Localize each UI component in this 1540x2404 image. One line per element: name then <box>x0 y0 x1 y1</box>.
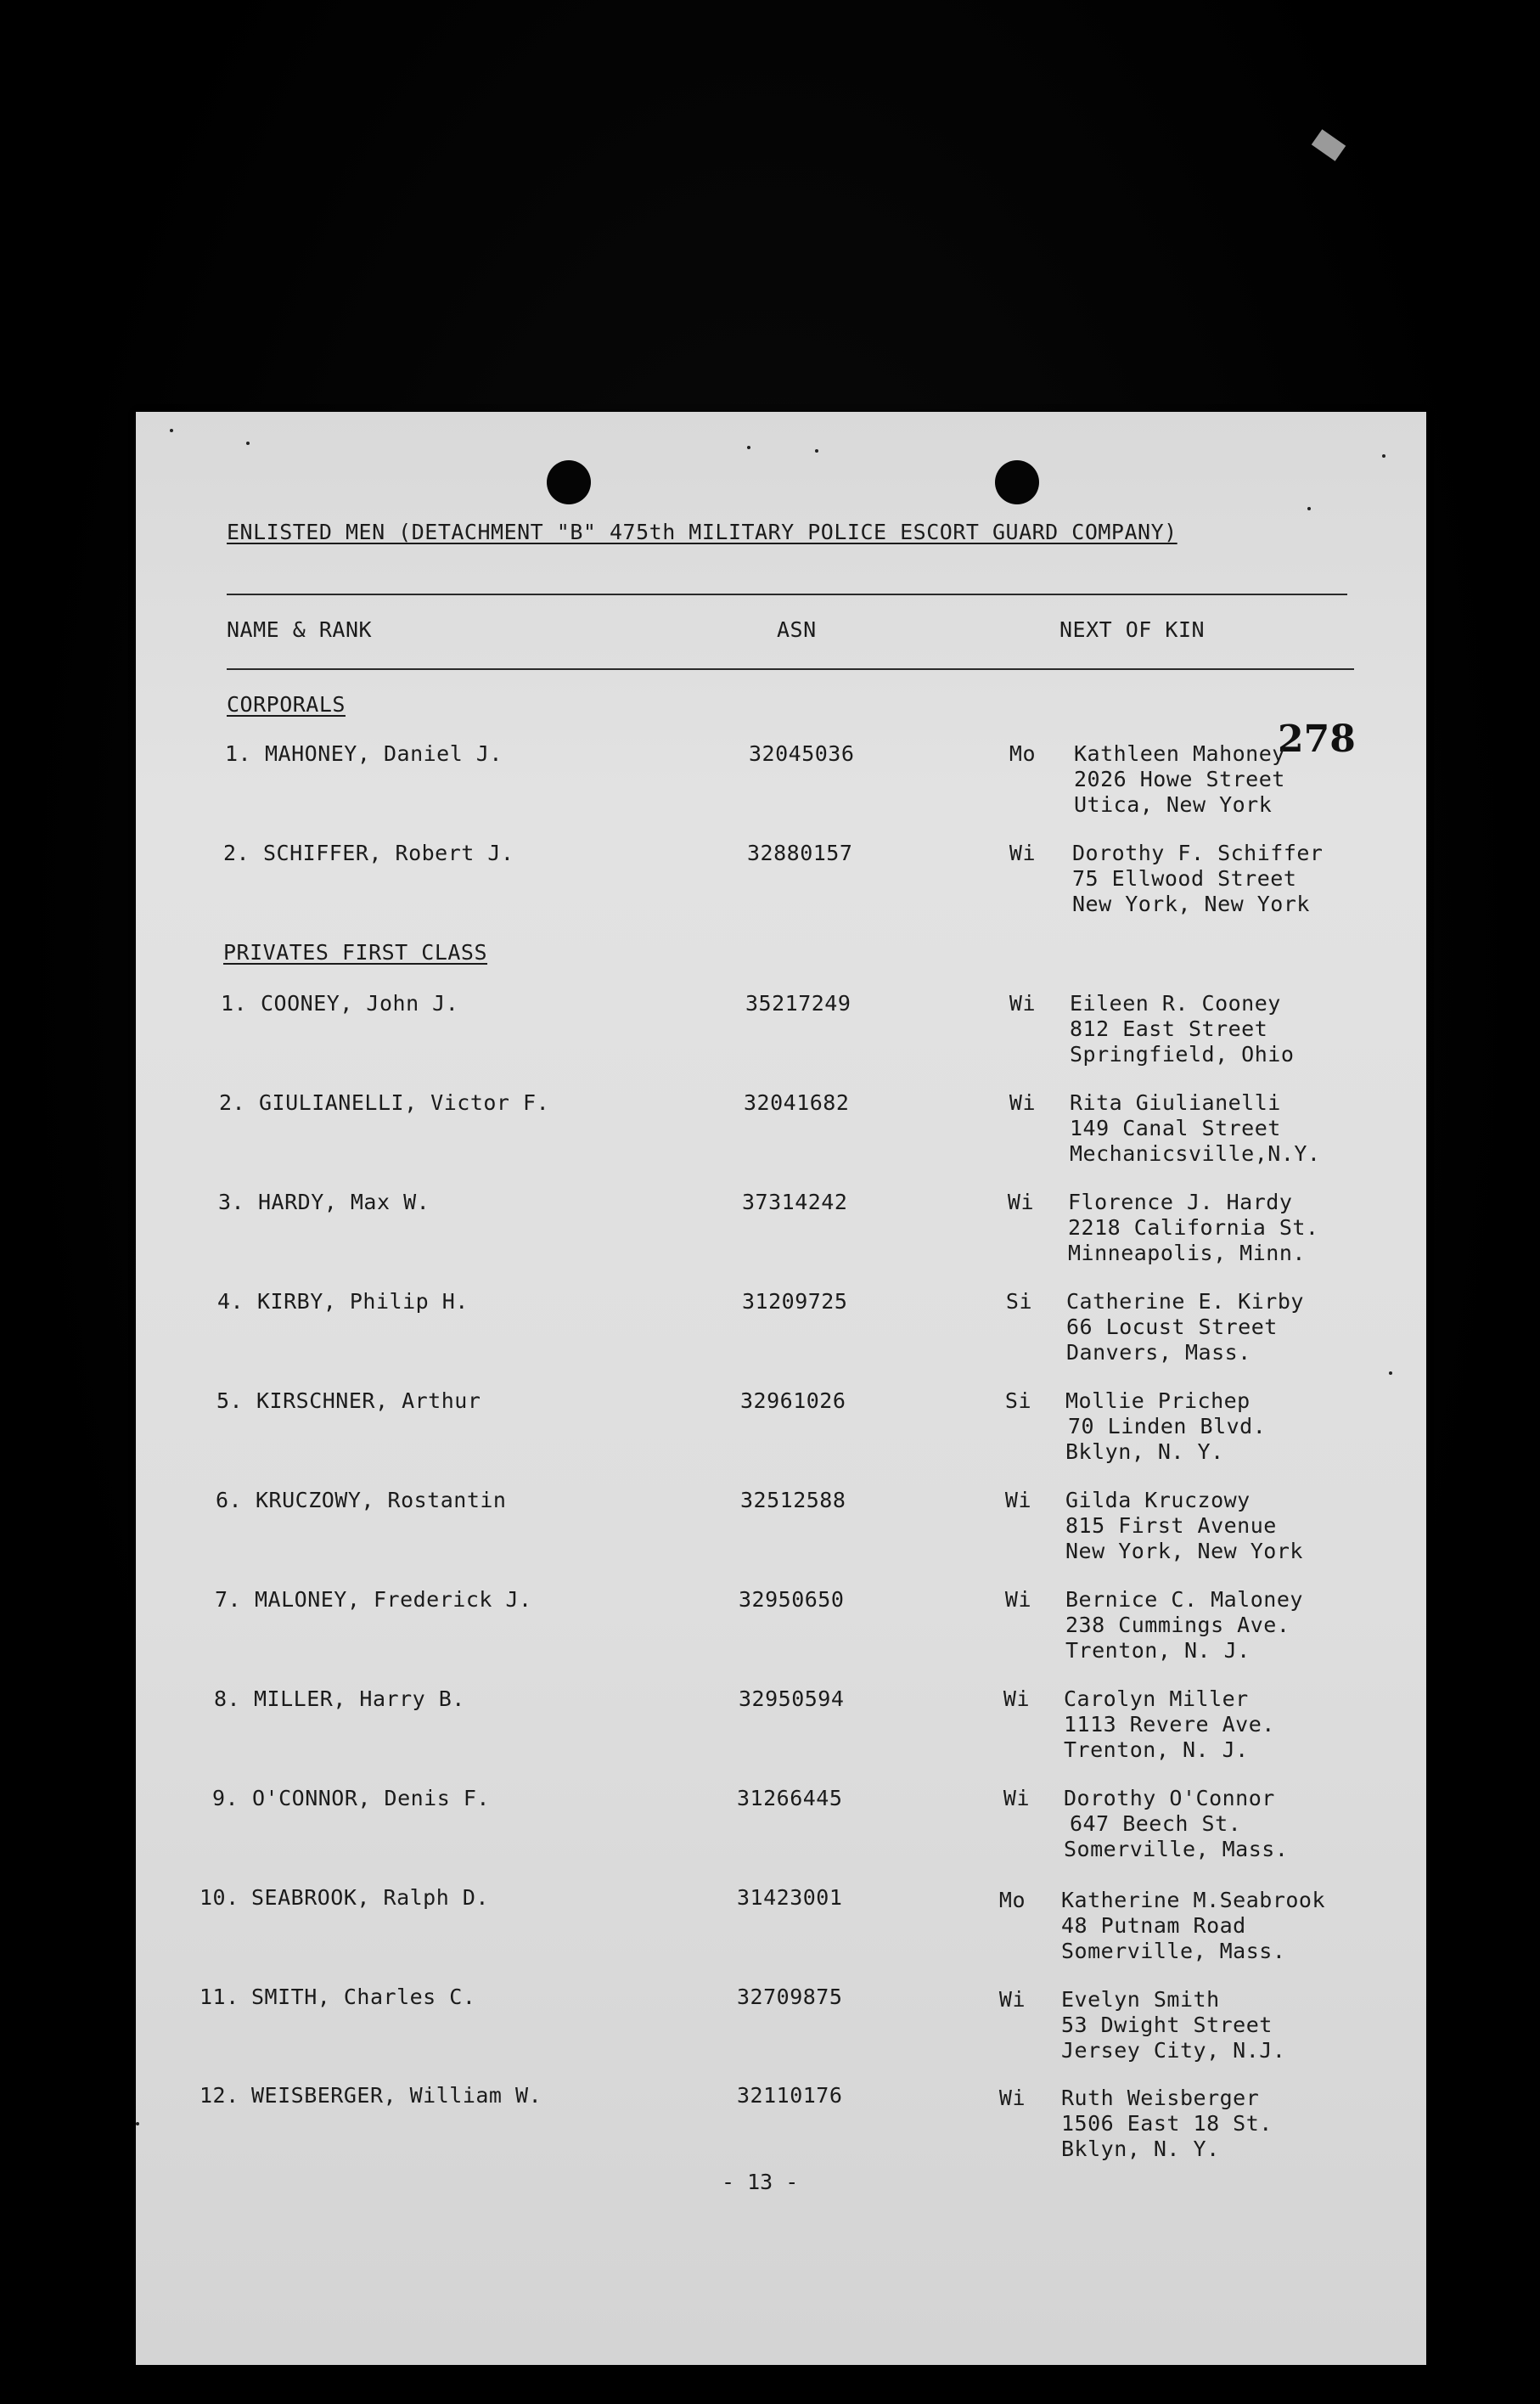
kin-city: New York, New York <box>1065 1539 1303 1563</box>
entry-asn: 31209725 <box>742 1289 848 1314</box>
entry-asn: 32880157 <box>747 841 853 865</box>
kin-city: Minneapolis, Minn. <box>1068 1241 1306 1265</box>
kin-street: 75 Ellwood Street <box>1072 866 1297 891</box>
entry-number: 11. <box>200 1985 239 2009</box>
entry-name: SEABROOK, Ralph D. <box>251 1885 489 1910</box>
entry-relationship: Si <box>1005 1289 1032 1314</box>
dust-speck <box>1307 507 1311 510</box>
kin-street: 48 Putnam Road <box>1061 1913 1246 1938</box>
kin-name: Gilda Kruczowy <box>1065 1488 1251 1512</box>
entry-asn: 32961026 <box>740 1388 846 1413</box>
header-rule-bottom <box>227 668 1354 670</box>
entry-number: 1. <box>221 991 248 1016</box>
entry-name: COONEY, John J. <box>261 991 459 1016</box>
entry-name: SMITH, Charles C. <box>251 1985 476 2009</box>
dust-speck <box>747 446 750 449</box>
entry-asn: 35217249 <box>745 991 851 1016</box>
kin-name: Evelyn Smith <box>1061 1987 1220 2012</box>
entry-number: 8. <box>214 1686 241 1711</box>
dust-speck <box>170 429 173 432</box>
kin-city: Somerville, Mass. <box>1064 1837 1289 1861</box>
entry-relationship: Wi <box>1004 1587 1031 1612</box>
kin-city: Utica, New York <box>1074 792 1273 817</box>
entry-asn: 32512588 <box>740 1488 846 1512</box>
column-header-asn: ASN <box>777 617 817 642</box>
entry-number: 2. <box>219 1090 246 1115</box>
entry-relationship: Wi <box>1003 1686 1030 1711</box>
kin-name: Eileen R. Cooney <box>1070 991 1281 1016</box>
entry-name: MALONEY, Frederick J. <box>255 1587 532 1612</box>
entry-asn: 31423001 <box>737 1885 843 1910</box>
dust-speck <box>815 449 818 453</box>
entry-relationship: Wi <box>1009 991 1036 1016</box>
entry-number: 12. <box>200 2083 239 2108</box>
dust-speck <box>1382 454 1385 458</box>
entry-name: GIULIANELLI, Victor F. <box>259 1090 550 1115</box>
entry-relationship: Mo <box>998 1888 1026 1912</box>
kin-city: Danvers, Mass. <box>1066 1340 1251 1365</box>
kin-name: Bernice C. Maloney <box>1065 1587 1303 1612</box>
kin-name: Dorothy F. Schiffer <box>1072 841 1324 865</box>
entry-number: 1. <box>225 741 252 766</box>
entry-number: 9. <box>212 1786 239 1810</box>
kin-street: 2218 California St. <box>1068 1215 1319 1240</box>
kin-street: 238 Cummings Ave. <box>1065 1613 1290 1637</box>
kin-name: Katherine M.Seabrook <box>1061 1888 1326 1912</box>
entry-name: KIRBY, Philip H. <box>257 1289 469 1314</box>
entry-relationship: Si <box>1004 1388 1031 1413</box>
entry-name: HARDY, Max W. <box>258 1190 430 1214</box>
entry-asn: 32709875 <box>737 1985 843 2009</box>
kin-name: Catherine E. Kirby <box>1066 1289 1304 1314</box>
entry-asn: 32041682 <box>744 1090 850 1115</box>
entry-name: MAHONEY, Daniel J. <box>265 741 503 766</box>
entry-number: 10. <box>200 1885 239 1910</box>
kin-street: 647 Beech St. <box>1070 1811 1242 1836</box>
kin-street: 70 Linden Blvd. <box>1068 1414 1267 1438</box>
kin-street: 66 Locust Street <box>1066 1315 1278 1339</box>
kin-name: Florence J. Hardy <box>1068 1190 1293 1214</box>
entry-asn: 32950650 <box>739 1587 845 1612</box>
entry-relationship: Wi <box>998 1987 1026 2012</box>
entry-relationship: Wi <box>1009 841 1036 865</box>
entry-number: 4. <box>217 1289 244 1314</box>
section-heading-corporals: CORPORALS <box>227 692 346 717</box>
punch-hole-right <box>995 460 1039 504</box>
kin-name: Mollie Prichep <box>1065 1388 1251 1413</box>
kin-street: 2026 Howe Street <box>1074 767 1285 791</box>
section-heading-privates-first-class: PRIVATES FIRST CLASS <box>223 940 488 965</box>
kin-street: 1506 East 18 St. <box>1061 2111 1273 2136</box>
header-rule-top <box>227 594 1347 595</box>
kin-city: New York, New York <box>1072 892 1310 916</box>
kin-city: Bklyn, N. Y. <box>1061 2137 1220 2161</box>
kin-name: Rita Giulianelli <box>1070 1090 1281 1115</box>
dust-speck <box>136 2122 139 2125</box>
entry-asn: 32110176 <box>737 2083 843 2108</box>
kin-name: Carolyn Miller <box>1064 1686 1249 1711</box>
page-number: - 13 - <box>722 2170 799 2194</box>
column-header-name: NAME & RANK <box>227 617 373 642</box>
entry-relationship: Wi <box>1004 1488 1031 1512</box>
entry-relationship: Mo <box>1009 741 1036 766</box>
entry-name: O'CONNOR, Denis F. <box>252 1786 490 1810</box>
dust-speck <box>1389 1371 1392 1375</box>
entry-name: SCHIFFER, Robert J. <box>263 841 514 865</box>
entry-number: 2. <box>223 841 250 865</box>
dust-speck <box>246 442 250 445</box>
kin-city: Springfield, Ohio <box>1070 1042 1295 1067</box>
handwritten-page-stamp: 278 <box>1278 718 1356 761</box>
entry-name: KRUCZOWY, Rostantin <box>256 1488 507 1512</box>
entry-number: 3. <box>218 1190 245 1214</box>
entry-relationship: Wi <box>1003 1786 1030 1810</box>
entry-number: 7. <box>215 1587 242 1612</box>
entry-relationship: Wi <box>1009 1090 1036 1115</box>
kin-name: Kathleen Mahoney <box>1074 741 1285 766</box>
entry-asn: 31266445 <box>737 1786 843 1810</box>
document-title: ENLISTED MEN (DETACHMENT "B" 475th MILITARY POLICE ESCORT GUARD COMPANY) <box>227 520 1177 544</box>
kin-city: Bklyn, N. Y. <box>1065 1439 1224 1464</box>
kin-city: Mechanicsville,N.Y. <box>1070 1141 1321 1166</box>
kin-name: Ruth Weisberger <box>1061 2086 1260 2110</box>
entry-asn: 32045036 <box>749 741 855 766</box>
entry-name: MILLER, Harry B. <box>254 1686 465 1711</box>
entry-name: WEISBERGER, William W. <box>251 2083 542 2108</box>
kin-name: Dorothy O'Connor <box>1064 1786 1275 1810</box>
kin-street: 815 First Avenue <box>1065 1513 1277 1538</box>
entry-name: KIRSCHNER, Arthur <box>256 1388 481 1413</box>
kin-city: Trenton, N. J. <box>1065 1638 1251 1663</box>
entry-asn: 37314242 <box>742 1190 848 1214</box>
document-page <box>136 412 1426 2365</box>
kin-street: 812 East Street <box>1070 1016 1268 1041</box>
kin-street: 1113 Revere Ave. <box>1064 1712 1275 1737</box>
kin-city: Trenton, N. J. <box>1064 1737 1249 1762</box>
entry-number: 6. <box>216 1488 243 1512</box>
entry-number: 5. <box>216 1388 244 1413</box>
kin-street: 149 Canal Street <box>1070 1116 1281 1140</box>
entry-asn: 32950594 <box>739 1686 845 1711</box>
kin-street: 53 Dwight Street <box>1061 2013 1273 2037</box>
kin-city: Somerville, Mass. <box>1061 1939 1286 1963</box>
entry-relationship: Wi <box>1007 1190 1034 1214</box>
kin-city: Jersey City, N.J. <box>1061 2038 1286 2063</box>
column-header-kin: NEXT OF KIN <box>1059 617 1206 642</box>
entry-relationship: Wi <box>998 2086 1026 2110</box>
punch-hole-left <box>547 460 591 504</box>
